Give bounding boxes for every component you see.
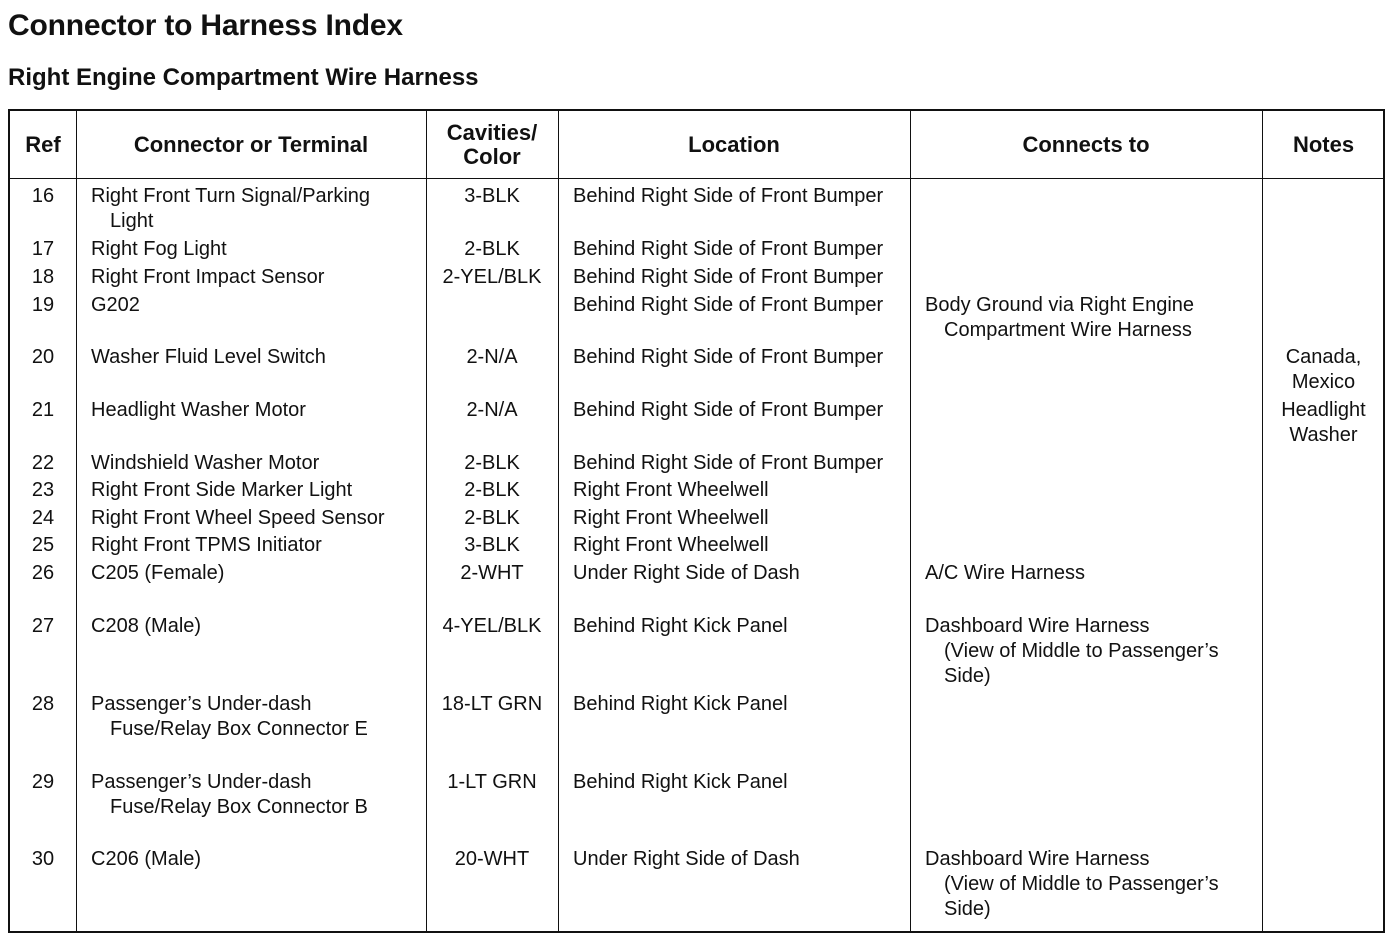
cell-location: Under Right Side of Dash [573, 562, 800, 584]
cell-notes: Headlight Washer [1281, 399, 1366, 446]
cell-connector: Right Front Side Marker Light [91, 479, 353, 501]
cell-location: Behind Right Side of Front Bumper [573, 399, 884, 421]
cell-cavities: 2-BLK [464, 507, 520, 529]
cell-connector: Headlight Washer Motor [91, 399, 306, 421]
cell-location: Behind Right Side of Front Bumper [573, 266, 884, 288]
cell-cavities: 2-YEL/BLK [442, 266, 542, 288]
connector-table [8, 109, 1385, 933]
cell-location: Behind Right Kick Panel [573, 771, 788, 793]
cell-cavities: 1-LT GRN [447, 771, 537, 793]
cell-connector: Windshield Washer Motor [91, 452, 320, 474]
cell-location: Under Right Side of Dash [573, 848, 800, 870]
header-location: Location [688, 131, 780, 157]
cell-cavities: 2-BLK [464, 238, 520, 260]
cell-ref: 26 [31, 562, 55, 584]
header-connector: Connector or Terminal [133, 131, 369, 157]
cell-connects-to: Dashboard Wire Harness (View of Middle to Passenger’s Side) [925, 848, 1219, 920]
cell-ref: 19 [31, 294, 55, 316]
cell-cavities: 2-N/A [466, 399, 518, 421]
cell-ref: 23 [31, 479, 55, 501]
cell-connector: Right Front Wheel Speed Sensor [91, 507, 385, 529]
cell-location: Behind Right Kick Panel [573, 693, 788, 715]
cell-location: Right Front Wheelwell [573, 507, 769, 529]
cell-connector: Washer Fluid Level Switch [91, 346, 326, 368]
cell-location: Right Front Wheelwell [573, 479, 769, 501]
cell-location: Behind Right Side of Front Bumper [573, 238, 884, 260]
cell-cavities: 18-LT GRN [441, 693, 543, 715]
cell-cavities: 2-N/A [466, 346, 518, 368]
cell-connector: C205 (Female) [91, 562, 225, 584]
cell-location: Right Front Wheelwell [573, 534, 769, 556]
cell-connects-to: A/C Wire Harness [925, 562, 1086, 584]
cell-ref: 29 [31, 771, 55, 793]
cell-connector: C206 (Male) [91, 848, 202, 870]
cell-cavities: 2-BLK [464, 479, 520, 501]
cell-connects-to: Body Ground via Right Engine Compartment Wire Harness [925, 294, 1195, 341]
cell-cavities: 4-YEL/BLK [442, 615, 542, 637]
cell-ref: 25 [31, 534, 55, 556]
column-divider [1262, 111, 1263, 931]
header-cavities: Cavities/ Color [446, 119, 538, 169]
header-notes: Notes [1292, 131, 1355, 157]
cell-ref: 16 [31, 185, 55, 207]
cell-ref: 27 [31, 615, 55, 637]
cell-connector: C208 (Male) [91, 615, 202, 637]
cell-ref: 28 [31, 693, 55, 715]
cell-connector: Passenger’s Under-dash Fuse/Relay Box Connector E [91, 693, 368, 740]
cell-cavities: 2-WHT [460, 562, 524, 584]
cell-ref: 21 [31, 399, 55, 421]
cell-ref: 30 [31, 848, 55, 870]
cell-connector: G202 [91, 294, 140, 316]
column-divider [558, 111, 559, 931]
column-divider [76, 111, 77, 931]
cell-cavities: 3-BLK [464, 185, 520, 207]
header-divider [10, 178, 1383, 179]
cell-connector: Right Front Turn Signal/Parking Light [91, 185, 371, 232]
cell-ref: 17 [31, 238, 55, 260]
cell-location: Behind Right Side of Front Bumper [573, 185, 884, 207]
header-connects-to: Connects to [1022, 131, 1150, 157]
cell-location: Behind Right Side of Front Bumper [573, 346, 884, 368]
section-title: Right Engine Compartment Wire Harness [8, 64, 479, 91]
cell-notes: Canada, Mexico [1285, 346, 1362, 393]
cell-connector: Right Front Impact Sensor [91, 266, 325, 288]
cell-cavities: 3-BLK [464, 534, 520, 556]
cell-location: Behind Right Side of Front Bumper [573, 294, 884, 316]
cell-ref: 24 [31, 507, 55, 529]
cell-ref: 18 [31, 266, 55, 288]
page-title: Connector to Harness Index [8, 9, 403, 42]
cell-location: Behind Right Kick Panel [573, 615, 788, 637]
cell-connects-to: Dashboard Wire Harness (View of Middle to Passenger’s Side) [925, 615, 1219, 687]
cell-location: Behind Right Side of Front Bumper [573, 452, 884, 474]
cell-cavities: 20-WHT [454, 848, 530, 870]
cell-cavities: 2-BLK [464, 452, 520, 474]
cell-ref: 20 [31, 346, 55, 368]
header-ref: Ref [25, 131, 61, 157]
cell-connector: Right Fog Light [91, 238, 227, 260]
cell-ref: 22 [31, 452, 55, 474]
column-divider [910, 111, 911, 931]
cell-connector: Passenger’s Under-dash Fuse/Relay Box Connector B [91, 771, 368, 818]
cell-connector: Right Front TPMS Initiator [91, 534, 322, 556]
